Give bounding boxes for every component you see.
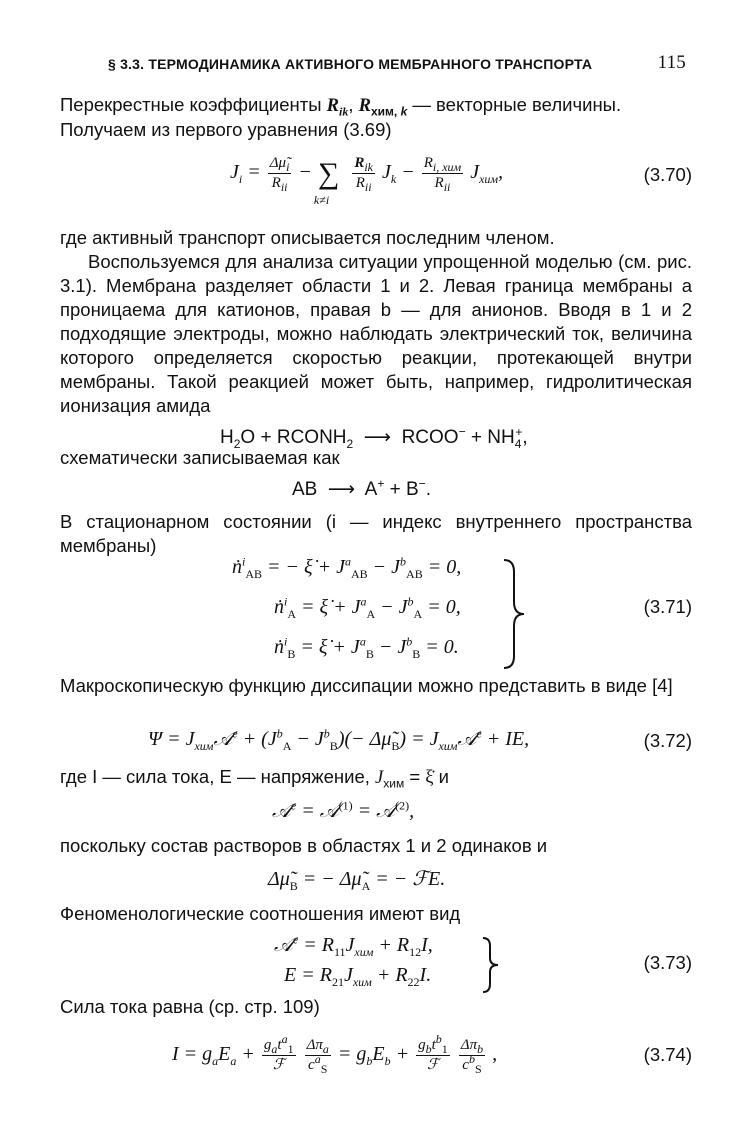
reaction-amide-hydrolysis: $H_2O$ + $RCONH_2$ ⟶ RCOO− + $NH_4^+$,: [220, 424, 528, 451]
paragraph-stationary: В стационарном состоянии (i — индекс внутреннего пространства мембраны): [60, 511, 692, 556]
paragraph-composition: поскольку состав растворов в областях 1 и 2 одинаков и: [60, 835, 548, 856]
equation-potential: $\Delta\mũ_B$ = − $\Delta\mũ_A$ = − ℱE.: [268, 868, 446, 893]
right-brace: [500, 558, 530, 670]
page-number: 115: [657, 52, 686, 73]
equation-affinity: 𝒜$^e$ = 𝒜$^{(1)}$ = 𝒜$^{(2)}$,: [272, 798, 415, 822]
equation-number: (3.73): [643, 952, 692, 973]
paragraph-schematic: схематически записываемая как: [60, 447, 340, 468]
equation-number: (3.71): [643, 596, 692, 617]
equation-3-71: ṅ$^i_{AB}$ = − ξ̇ + $J^a_{AB} - J^b_{AB} = 0$, ṅ$^i_A$ = ξ̇ + $J^a_A - J^b_A = 0$, ṅ$^i_B$ = ξ̇ + $J^a_B - J^b_B = 0$. (3.71): [60, 556, 692, 676]
equation-number: (3.72): [643, 730, 692, 751]
paragraph-active-transport: где активный транспорт описывается последним членом.: [60, 227, 555, 248]
equation-3-73: 𝒜$^e$ = $R_{11}J_{хим} + R_{12}I$, $E = R_{21}J_{хим} + R_{22}I$. (3.73): [60, 934, 692, 996]
paragraph-simplified-model: Воспользуемся для анализа ситуации упрощенной моделью (см. рис. 3.1). Мембрана разделяет области 1 и 2. Левая граница мембраны a проницаема для катионов, правая b — для анионов. Вводя в 1 и 2 подходящие электроды, можно наблюдать электрический ток, величина которого определяется скоростью реакции, протекающей внутри мембраны. Такой реакцией может быть, например, гидролитическая ионизация амида: [60, 251, 692, 416]
paragraph-current-voltage: где I — сила тока, E — напряжение, $J_{хим}$ = ξ̇ и: [60, 766, 450, 791]
equation-3-70: $J_i$ = $\frac{\Delta\mũ_i}{R_{ii}}$ − ∑ k≠i $\frac{R_{ik}}{R_{ii}}$ $J_k$ − $\frac{R_{i, хим}}{R_{ii}}$ $J_{хим}$, (3.70): [230, 155, 692, 207]
equation-3-72: $\Psi = J_{хим}𝒜^e + (J^b_A - J^b_B)(-$ $\Delta\mũ_B$) = $J_{хим}𝒜^e$ + IE, (3.72): [148, 726, 692, 753]
equation-number: (3.74): [643, 1044, 692, 1065]
equation-number: (3.70): [643, 164, 692, 185]
paragraph-phenomenological: Феноменологические соотношения имеют вид: [60, 903, 461, 924]
equation-3-74: $I = g_aE_a$ + $\frac{g_at^a_1}{\text{ℱ}}$ $\frac{\Delta\pi_a}{c^a_S}$ = $g_bE_b$ + $\frac{g_bt^b_1}{\text{ℱ}}$ $\frac{\Delta\pi_b}{c^b_S}$ , (3.74): [172, 1032, 692, 1076]
paragraph-current: Сила тока равна (ср. стр. 109): [60, 996, 320, 1017]
reaction-ab: AB ⟶ A+ + B−.: [292, 476, 431, 500]
right-brace: [480, 936, 504, 994]
running-header: [90, 52, 690, 78]
section-title: § 3.3. ТЕРМОДИНАМИКА АКТИВНОГО МЕМБРАННОГО ТРАНСПОРТА: [108, 56, 593, 72]
paragraph-cross-coefficients: Перекрестные коэффициенты $R_{ik}$, $R_{хим, k}$ — векторные величины. Получаем из первого уравнения (3.69): [60, 94, 622, 140]
paragraph-dissipation: Макроскопическую функцию диссипации можно представить в виде [4]: [60, 675, 673, 696]
